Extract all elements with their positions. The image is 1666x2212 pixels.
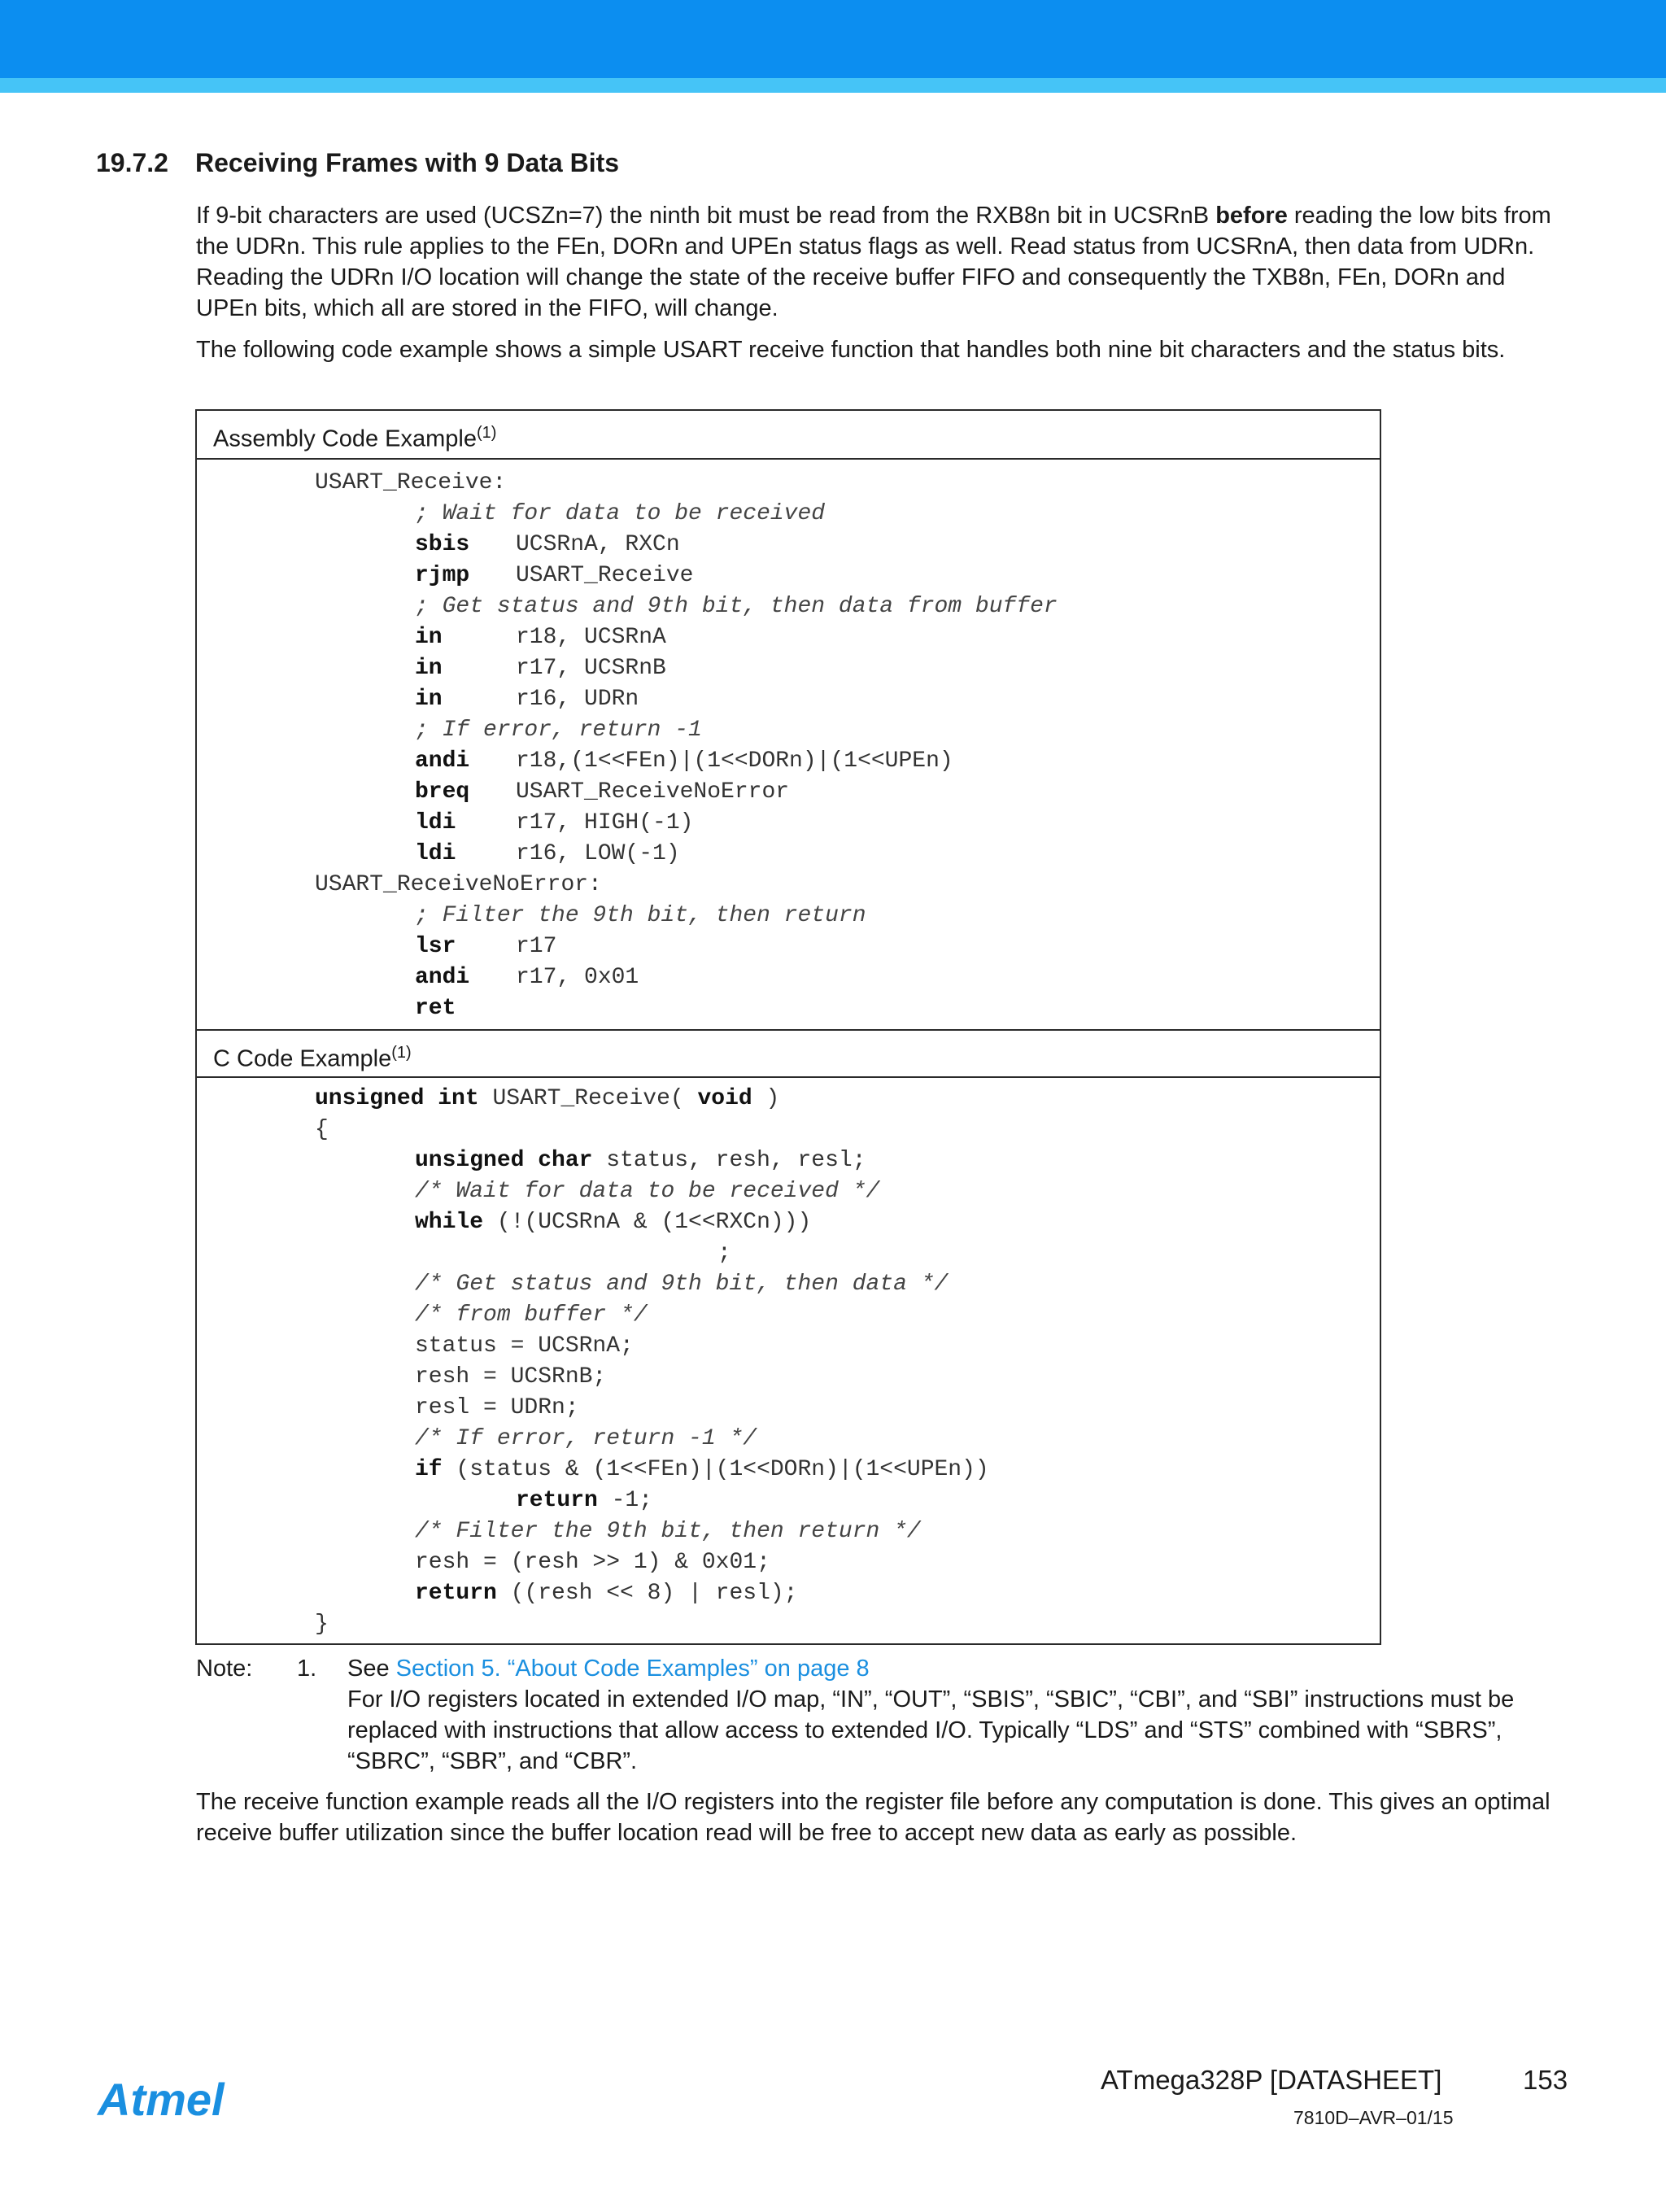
code-line: ; Filter the 9th bit, then return bbox=[415, 903, 866, 928]
code-line: ; If error, return -1 bbox=[415, 718, 702, 743]
paragraph-nine-bit: If 9-bit characters are used (UCSZn=7) the ninth bit must be read from the RXB8n bit in UCSRnB before reading the low bits from the UDRn. This rule applies to the FEn, DORn and UPEn status flags as well. Read status from UCSRnA, then data from UDRn. Reading the UDRn I/O location will change the state of the receive buffer FIFO and consequently the TXB8n, FEn, DORn and UPEn bits, which all are stored in the FIFO, will change. bbox=[196, 203, 1551, 321]
header-band bbox=[0, 0, 1666, 78]
atmel-logo bbox=[96, 2073, 247, 2130]
code-line: while (!(UCSRnA & (1<<RXCn))) bbox=[415, 1210, 812, 1235]
code-line: andi r18,(1<<FEn)|(1<<DORn)|(1<<UPEn) bbox=[415, 748, 953, 774]
code-line: /* If error, return -1 */ bbox=[415, 1426, 757, 1451]
code-line: breq USART_ReceiveNoError bbox=[415, 779, 790, 805]
code-line: in r16, UDRn bbox=[415, 687, 639, 712]
section-number: 19.7.2 bbox=[96, 148, 168, 177]
code-line: } bbox=[315, 1612, 329, 1637]
code-line: ret bbox=[415, 996, 456, 1021]
footnote-ref: (1) bbox=[391, 1044, 412, 1062]
code-line: return ((resh << 8) | resl); bbox=[415, 1581, 798, 1606]
svg-text:Atmel: Atmel bbox=[98, 2074, 225, 2125]
note-number: 1. bbox=[297, 1656, 317, 1682]
code-line: /* Filter the 9th bit, then return */ bbox=[415, 1519, 921, 1544]
emphasis-before: before bbox=[1215, 203, 1288, 229]
note-body: See Section 5. “About Code Examples” on page 8 For I/O registers located in extended I/O map, “IN”, “OUT”, “SBIS”, “SBIC”, “CBI”, and “SBI” instructions must be replaced with instructions that allow access to extended I/O. Typically “LDS” and “STS” combined with “SBRS”, “SBRC”, “SBR”, and “CBR”. bbox=[347, 1656, 1515, 1774]
page-number: 153 bbox=[1523, 2065, 1568, 2095]
code-line: resh = UCSRnB; bbox=[415, 1364, 607, 1390]
note-label: Note: bbox=[196, 1656, 253, 1682]
code-line: ; Wait for data to be received bbox=[415, 501, 826, 526]
assembly-example-header: Assembly Code Example$^{(1)}$ bbox=[197, 411, 1380, 460]
code-line: ; Get status and 9th bit, then data from buffer bbox=[415, 594, 1058, 619]
code-line: ldi r16, LOW(-1) bbox=[415, 841, 680, 866]
code-line: in r18, UCSRnA bbox=[415, 625, 666, 650]
code-line: in r17, UCSRnB bbox=[415, 656, 666, 681]
code-line: resh = (resh >> 1) & 0x01; bbox=[415, 1550, 770, 1575]
code-line: status = UCSRnA; bbox=[415, 1333, 634, 1359]
code-line: USART_ReceiveNoError: bbox=[315, 872, 602, 897]
code-example-table bbox=[195, 409, 1381, 1645]
section-heading bbox=[96, 148, 619, 178]
c-example-header: C Code Example$^{(1)}$ bbox=[197, 1029, 1380, 1078]
header-stripe bbox=[0, 78, 1666, 93]
paragraph-intro-example: The following code example shows a simple USART receive function that handles both nine bit characters and the status bits. bbox=[196, 337, 1506, 363]
code-line: USART_Receive: bbox=[315, 470, 507, 495]
code-line: unsigned char status, resh, resl; bbox=[415, 1148, 866, 1173]
footnote-ref: (1) bbox=[476, 424, 497, 442]
code-line: return -1; bbox=[516, 1488, 653, 1513]
code-line: sbis UCSRnA, RXCn bbox=[415, 532, 680, 557]
code-line: /* Get status and 9th bit, then data */ bbox=[415, 1272, 949, 1297]
code-line: /* Wait for data to be received */ bbox=[415, 1179, 880, 1204]
code-line: ldi r17, HIGH(-1) bbox=[415, 810, 694, 835]
code-line: /* from buffer */ bbox=[415, 1302, 648, 1328]
section-link[interactable]: Section 5. “About Code Examples” on page 8 bbox=[395, 1656, 870, 1682]
code-line: if (status & (1<<FEn)|(1<<DORn)|(1<<UPEn)) bbox=[415, 1457, 989, 1482]
code-line: unsigned int USART_Receive( void ) bbox=[315, 1086, 780, 1111]
section-title: Receiving Frames with 9 Data Bits bbox=[195, 148, 620, 177]
paragraph-receive-function: The receive function example reads all the I/O registers into the register file before any computation is done. This gives an optimal receive buffer utilization since the buffer location read will be free to accept new data as early as possible. bbox=[196, 1789, 1550, 1846]
code-line: lsr r17 bbox=[415, 934, 557, 959]
document-title: ATmega328P [DATASHEET] bbox=[1101, 2065, 1442, 2095]
document-code: 7810D–AVR–01/15 bbox=[1293, 2107, 1454, 2128]
code-line: ; bbox=[717, 1241, 731, 1266]
code-line: rjmp USART_Receive bbox=[415, 563, 694, 588]
code-line: resl = UDRn; bbox=[415, 1395, 579, 1420]
code-line: andi r17, 0x01 bbox=[415, 965, 639, 990]
code-line: { bbox=[315, 1117, 329, 1142]
